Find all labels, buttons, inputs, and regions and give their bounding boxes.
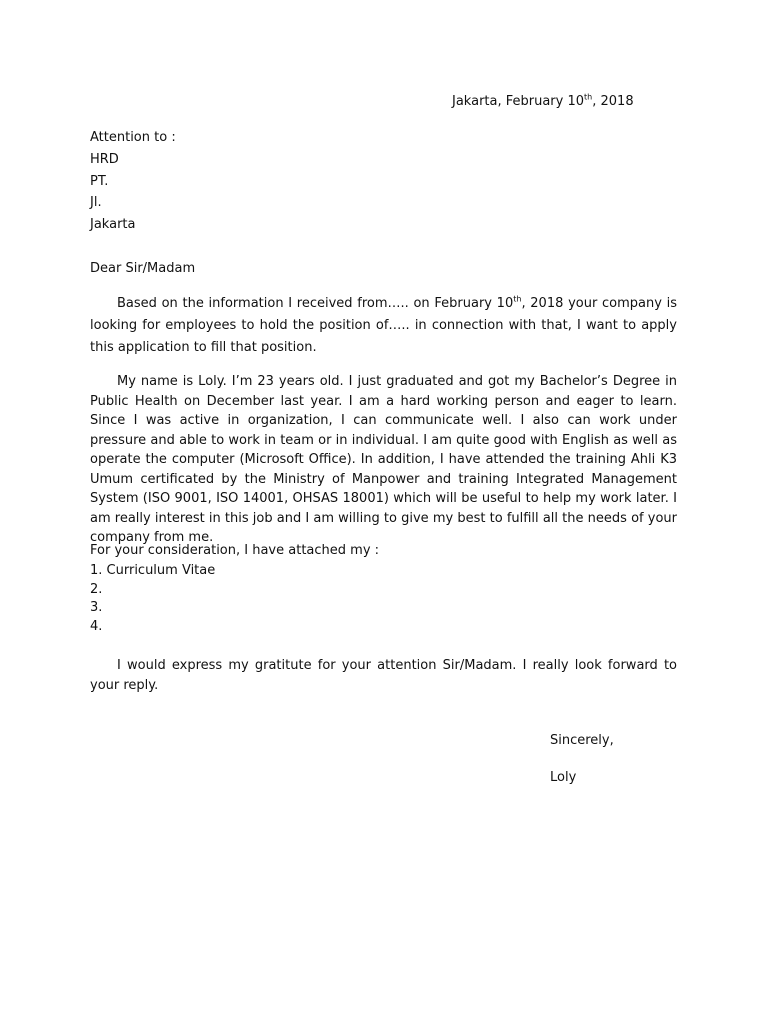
attachment-item: 3.: [90, 600, 103, 616]
salutation: Dear Sir/Madam: [90, 261, 196, 276]
paragraph-about-me: My name is Loly. I’m 23 years old. I just graduated and got my Bachelor’s Degree in Public Health on December last year. I am a hard working person and eager to learn. Since I was active in organization, I can communicate well. I also can work under pressure and able to work in team or in individual. I am quite good with English as well as operate the computer (Microsoft Office). In addition, I have attended the training Ahli K3 Umum certificated by the Ministry of Manpower and training Integrated Management System (ISO 9001, ISO 14001, OHSAS 18001) which will be useful to help my work later. I am really interest in this job and I am willing to give my best to fulfill all the needs of your company from me.: [90, 374, 677, 545]
date-ordinal: th: [584, 92, 593, 102]
paragraph-intro-ordinal: th: [513, 294, 522, 304]
attachment-item: 2.: [90, 581, 103, 597]
date-year: , 2018: [592, 94, 634, 109]
attachment-item: 4.: [90, 619, 103, 635]
attachments-list: [90, 562, 215, 637]
recipient-city: Jakarta: [90, 217, 136, 232]
paragraph-intro: [90, 293, 677, 359]
attachments-intro: For your consideration, I have attached my :: [90, 543, 380, 558]
letter-date: [452, 93, 634, 111]
paragraph-gratitude: I would express my gratitute for your attention Sir/Madam. I really look forward to your reply.: [90, 658, 677, 693]
recipient-department: HRD: [90, 152, 119, 167]
paragraph-intro-text-a: Based on the information I received from….. on February 10: [117, 296, 514, 311]
recipient-street: Jl.: [90, 195, 102, 210]
recipient-company: PT.: [90, 174, 109, 189]
attachment-item: 1. Curriculum Vitae: [90, 563, 216, 578]
closing: Sincerely,: [550, 733, 614, 748]
attention-line: Attention to :: [90, 130, 176, 145]
paragraph-intro-text-b: , 2018 your company is looking for employees to hold the position of….. in connection with that, I want to apply this application to fill that position.: [90, 296, 678, 355]
date-text: Jakarta, February 10: [452, 94, 585, 109]
signature-name: Loly: [550, 770, 577, 785]
